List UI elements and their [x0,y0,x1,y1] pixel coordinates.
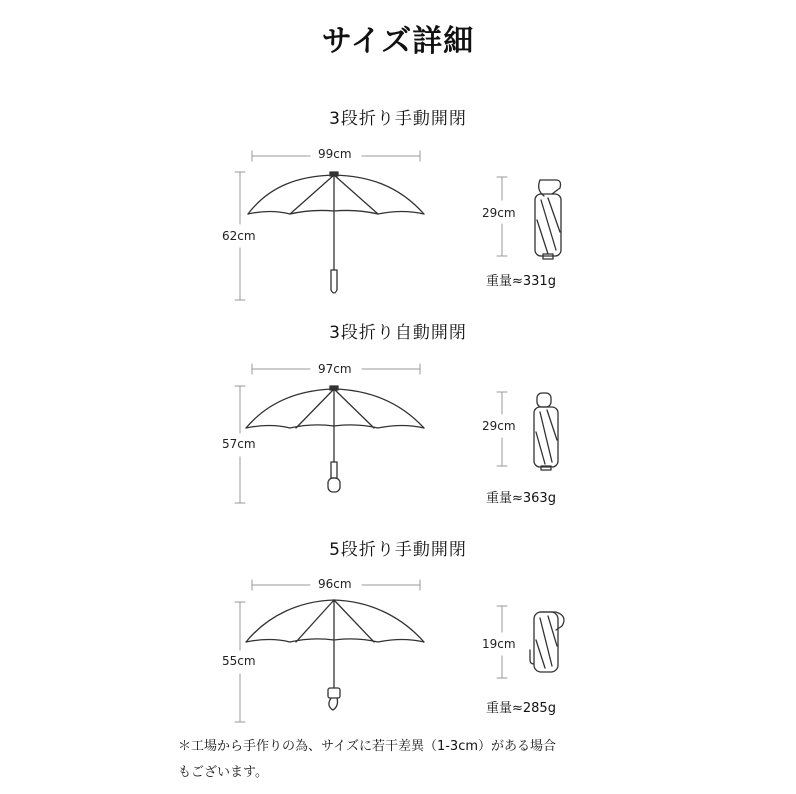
section-3-title: 5段折り手動開閉 [329,540,467,560]
section-1-weight: 重量≈331g [486,274,556,289]
section-2-title: 3段折り自動開閉 [329,323,467,343]
section-2-folded-umbrella [497,392,558,470]
section-3-weight: 重量≈285g [486,701,556,716]
page-title: サイズ詳細 [321,24,475,59]
section-1-title: 3段折り手動開閉 [329,109,467,129]
section-1-folded-umbrella [497,177,561,259]
section-2-folded-label: 29cm [482,419,516,433]
section-3-width-label: 96cm [318,577,352,591]
section-2-width-label: 97cm [318,362,352,376]
section-3-open-umbrella [235,580,424,722]
section-1-width-label: 99cm [318,147,352,161]
section-2-weight: 重量≈363g [486,491,556,506]
section-3-height-label: 55cm [222,654,256,668]
footnote-line-2: もございます。 [178,765,268,780]
section-2-open-umbrella [235,364,424,503]
section-2-height-label: 57cm [222,437,256,451]
section-1-height-label: 62cm [222,229,256,243]
section-1-open-umbrella [235,151,424,300]
footnote-line-1: ＊工場から手作りの為、サイズに若干差異（1-3cm）がある場合 [178,739,557,754]
section-3-folded-umbrella [497,606,564,678]
section-1-folded-label: 29cm [482,206,516,220]
section-3-folded-label: 19cm [482,637,516,651]
